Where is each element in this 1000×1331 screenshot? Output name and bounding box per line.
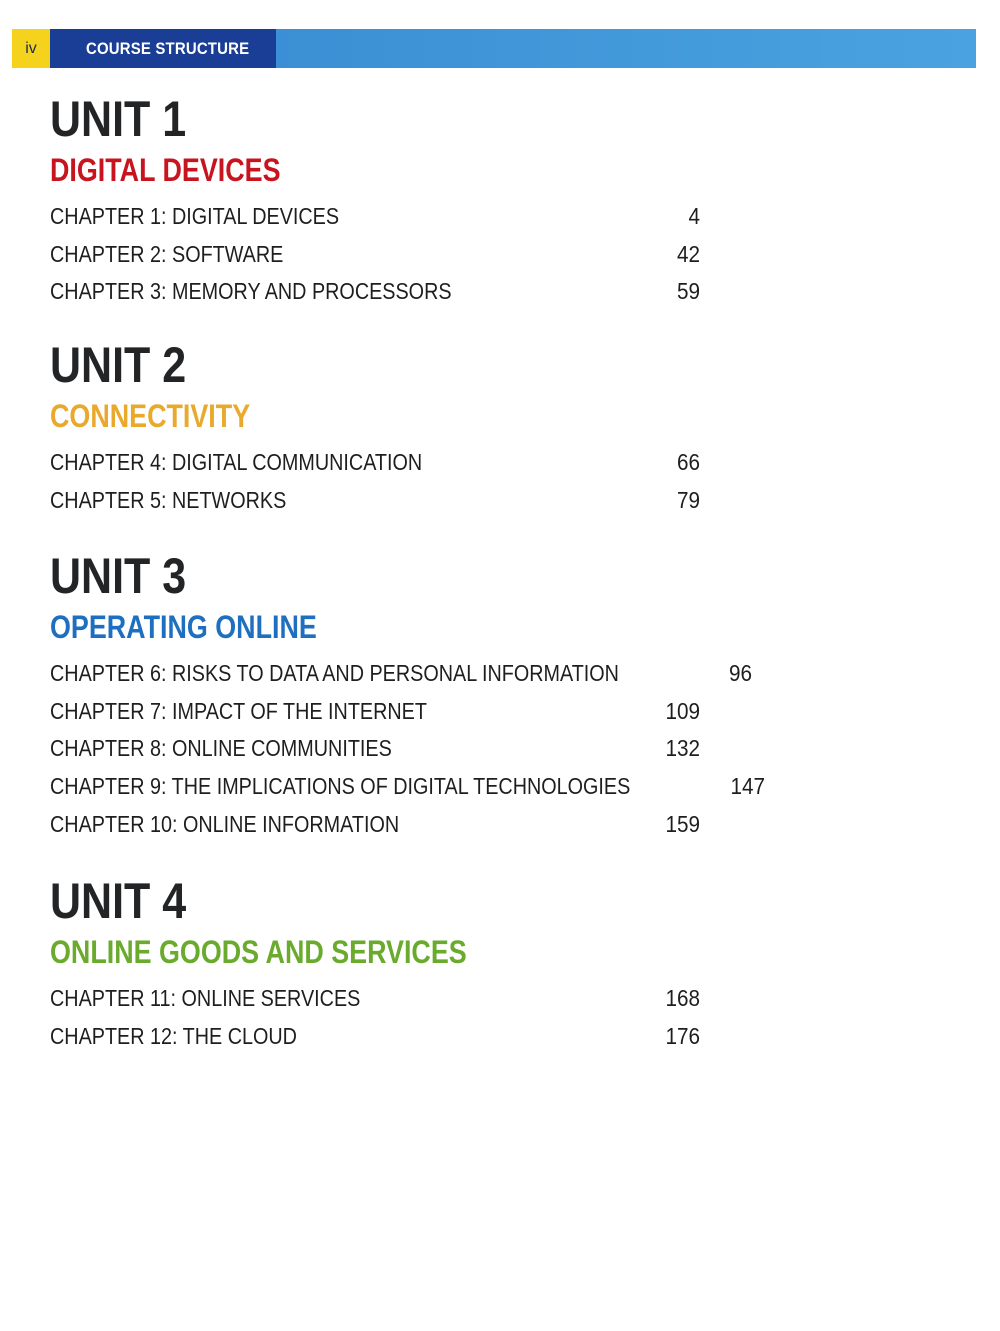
chapter-list — [50, 198, 700, 311]
chapter-page: 42 — [676, 240, 700, 267]
unit-number: UNIT 3 — [50, 548, 187, 604]
chapter-page: 66 — [676, 449, 700, 476]
chapter-row[interactable] — [50, 1018, 700, 1056]
chapter-label: CHAPTER 11: ONLINE SERVICES — [50, 985, 361, 1012]
chapter-row[interactable] — [50, 805, 700, 843]
chapter-list — [50, 444, 700, 519]
chapter-page: 96 — [728, 660, 752, 687]
chapter-label: CHAPTER 8: ONLINE COMMUNITIES — [50, 735, 392, 762]
chapter-row[interactable] — [50, 768, 765, 806]
chapter-row[interactable] — [50, 273, 700, 311]
chapter-page: 59 — [676, 278, 700, 305]
chapter-page: 132 — [665, 735, 700, 762]
chapter-label: CHAPTER 5: NETWORKS — [50, 486, 287, 513]
chapter-page: 168 — [665, 985, 700, 1012]
page-number: iv — [12, 29, 50, 68]
unit-number: UNIT 1 — [50, 91, 187, 147]
unit-3 — [50, 548, 765, 843]
chapter-label: CHAPTER 4: DIGITAL COMMUNICATION — [50, 449, 423, 476]
header-band — [276, 29, 976, 68]
chapter-label: CHAPTER 7: IMPACT OF THE INTERNET — [50, 697, 427, 724]
unit-4 — [50, 873, 700, 1055]
chapter-page: 79 — [676, 486, 700, 513]
chapter-label: CHAPTER 2: SOFTWARE — [50, 240, 284, 267]
chapter-row[interactable] — [50, 730, 700, 768]
chapter-label: CHAPTER 12: THE CLOUD — [50, 1022, 297, 1049]
section-title: COURSE STRUCTURE — [86, 38, 250, 58]
section-title-box — [50, 29, 276, 68]
chapter-label: CHAPTER 3: MEMORY AND PROCESSORS — [50, 278, 452, 305]
chapter-page: 147 — [730, 773, 765, 800]
chapter-page: 176 — [665, 1022, 700, 1049]
unit-title: ONLINE GOODS AND SERVICES — [50, 934, 467, 970]
chapter-row[interactable] — [50, 444, 700, 482]
chapter-row[interactable] — [50, 980, 700, 1018]
chapter-page: 4 — [688, 203, 700, 230]
chapter-page: 159 — [665, 810, 700, 837]
chapter-row[interactable] — [50, 236, 700, 274]
unit-2 — [50, 337, 700, 519]
chapter-row[interactable] — [50, 693, 700, 731]
unit-1 — [50, 91, 700, 311]
chapter-row[interactable] — [50, 198, 700, 236]
chapter-row[interactable] — [50, 482, 700, 520]
unit-number: UNIT 4 — [50, 873, 187, 929]
unit-title: DIGITAL DEVICES — [50, 152, 281, 188]
chapter-label: CHAPTER 6: RISKS TO DATA AND PERSONAL INFORMATION — [50, 660, 619, 687]
chapter-list — [50, 980, 700, 1055]
unit-number: UNIT 2 — [50, 337, 187, 393]
unit-title: OPERATING ONLINE — [50, 609, 317, 645]
header-bar — [12, 29, 976, 68]
chapter-label: CHAPTER 1: DIGITAL DEVICES — [50, 203, 340, 230]
chapter-list — [50, 655, 765, 843]
chapter-row[interactable] — [50, 655, 752, 693]
unit-title: CONNECTIVITY — [50, 398, 251, 434]
chapter-label: CHAPTER 10: ONLINE INFORMATION — [50, 810, 400, 837]
chapter-page: 109 — [665, 697, 700, 724]
chapter-label: CHAPTER 9: THE IMPLICATIONS OF DIGITAL TECHNOLOGIES — [50, 773, 631, 800]
